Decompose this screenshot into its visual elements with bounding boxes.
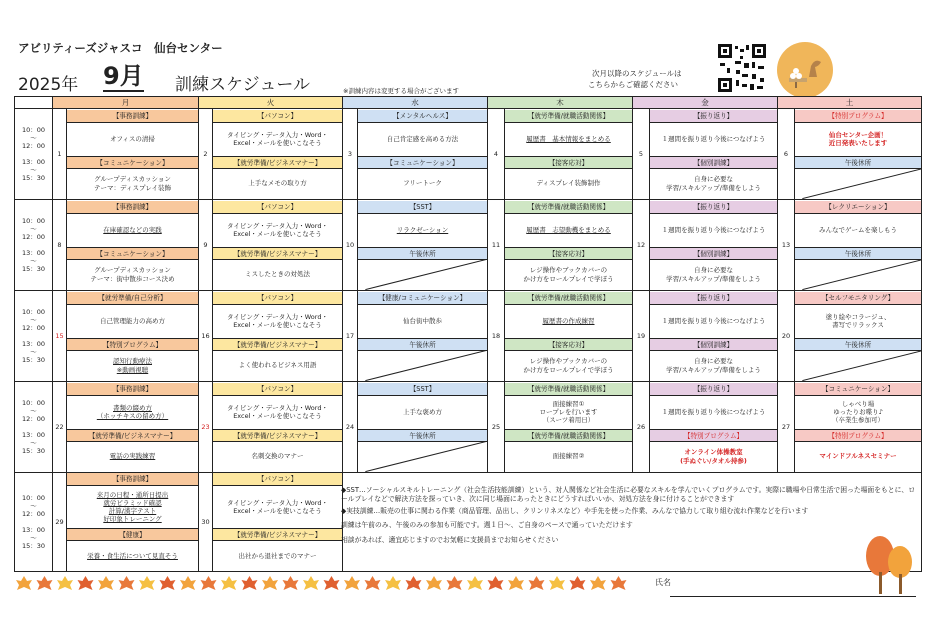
date-tue: 30: [199, 473, 213, 572]
time-am_start: 10：00: [21, 398, 46, 407]
am-category-label: 【セルフモニタリング】: [795, 292, 921, 305]
am-category-label: 【振り返り】: [650, 383, 777, 396]
date-tue: 16: [199, 291, 213, 382]
month-label: 9月: [103, 62, 144, 90]
am-activity-text: 履歴書 基本情報をまとめる: [526, 134, 611, 143]
day-header-thu: 木: [488, 97, 633, 109]
time-am_start: 10：00: [21, 493, 46, 502]
am-activity-text: 上手な褒め方: [403, 407, 442, 416]
day-cell: [213, 109, 343, 200]
org-name: アビリティーズジャスコ 仙台センター: [18, 41, 223, 55]
day-cell: [358, 291, 488, 382]
date-mon: 15: [53, 291, 67, 382]
leaf-icon: [78, 576, 94, 590]
am-category-label: 【就労準備/就職活動関係】: [505, 110, 632, 123]
time-pm_end: 15：30: [21, 174, 46, 183]
time-tilde: ～: [30, 406, 37, 415]
day-cell: [650, 109, 778, 200]
am-category-label: 【コミュニケーション】: [795, 383, 921, 396]
day-cell: [213, 382, 343, 473]
day-cell: [795, 200, 922, 291]
closed-slash: [358, 351, 487, 381]
day-cell: [795, 109, 922, 200]
pm-category-label: 午後休所: [795, 247, 921, 260]
leaf-icon: [406, 576, 422, 590]
am-category-label: 【就労準備/就職活動関係】: [505, 383, 632, 396]
am-category-label: 【就労準備/就職活動関係】: [505, 292, 632, 305]
date-sat: 13: [778, 200, 795, 291]
am-category-label: 【事務訓練】: [67, 473, 198, 486]
date-fri: 19: [633, 291, 650, 382]
am-activity-text: 自己肯定感を高める方法: [386, 134, 459, 143]
day-cell: [67, 291, 199, 382]
time-am_end: 12：00: [21, 232, 46, 241]
pm-activity-text: 出社から退社までのマナー: [238, 551, 317, 560]
pm-category-label: 【特別プログラム】: [67, 338, 198, 351]
pm-activity-text: よく使われるビジネス用語: [238, 361, 317, 370]
pm-activity-text: 名刺交換のマナー: [251, 452, 304, 461]
pm-activity-text: グループディスカッション テーマ：ディスプレイ装飾: [94, 175, 171, 192]
pm-activity-text: レジ操作やブックカバーの かけ方をロールプレイで学ぼう: [523, 357, 614, 374]
leaf-icon: [57, 576, 73, 590]
leaf-icon: [344, 576, 360, 590]
am-category-label: 【メンタルヘルス】: [358, 110, 487, 123]
time-am_end: 12：00: [21, 323, 46, 332]
date-sat: 27: [778, 382, 795, 473]
pm-category-label: 【コミュニケーション】: [67, 156, 198, 169]
week-row: [15, 109, 922, 200]
pm-category-label: 【就労準備/ビジネスマナー】: [67, 429, 198, 442]
note-practical: ◆実技訓練…販売の仕事に関わる作業（商品管理、品出し、クリンリネスなど）や手先を使った作業、みんなで協力して取り組む流れ作業などを行います: [341, 506, 809, 515]
leaf-icon: [365, 576, 381, 590]
am-activity-text: 履歴書 志望動機をまとめる: [526, 225, 611, 234]
am-category-label: 【振り返り】: [650, 110, 777, 123]
pm-activity-text: 上手なメモの取り方: [248, 179, 307, 188]
day-cell: [358, 382, 488, 473]
date-tue: 23: [199, 382, 213, 473]
time-column: [15, 200, 53, 291]
leaf-icon: [242, 576, 258, 590]
pm-category-label: 【就労準備/ビジネスマナー】: [213, 528, 342, 541]
time-pm_start: 13：00: [21, 431, 46, 439]
date-thu: 18: [488, 291, 505, 382]
am-category-label: 【振り返り】: [650, 201, 777, 214]
pm-category-label: 【接客応対】: [505, 156, 632, 169]
day-cell: [67, 382, 199, 473]
am-activity-text: みんなでゲームを楽しもう: [819, 225, 897, 234]
autumn-tree-icon: [858, 528, 918, 598]
time-tilde: ～: [30, 534, 37, 543]
day-cell: [67, 473, 199, 572]
closed-slash: [795, 169, 921, 199]
am-category-label: 【パソコン】: [213, 473, 342, 486]
week-row: [15, 291, 922, 382]
pm-activity-text: 自身に必要な 学習/スキルアップ/準備をしよう: [666, 357, 761, 374]
date-tue: 9: [199, 200, 213, 291]
am-activity-text: 履歴書の作成練習: [542, 316, 595, 325]
time-tilde: ～: [30, 315, 37, 324]
pm-category-label: 午後休所: [795, 338, 921, 351]
day-header-fri: 金: [633, 97, 778, 109]
am-activity-text: タイピング・データ入力・Word・ Excel・メールを使いこなそう: [227, 130, 328, 147]
time-pm_end: 15：30: [21, 356, 46, 365]
day-cell: [505, 382, 633, 473]
am-activity-text: 書類の綴め方 （ホッチキスの留め方）: [96, 403, 169, 420]
day-cell: [650, 200, 778, 291]
time-tilde: ～: [30, 501, 37, 510]
leaf-icon: [160, 576, 176, 590]
pm-activity-text: マインドフルネスセミナー: [819, 452, 897, 461]
pm-category-label: 午後休所: [795, 156, 921, 169]
am-category-label: 【健康/コミュニケーション】: [358, 292, 487, 305]
page-title: 訓練スケジュール: [175, 75, 310, 95]
am-category-label: 【SST】: [358, 383, 487, 396]
leaf-icon: [98, 576, 114, 590]
day-cell: [213, 291, 343, 382]
am-activity-text: タイピング・データ入力・Word・ Excel・メールを使いこなそう: [227, 312, 328, 329]
name-label: 氏名: [655, 578, 671, 587]
time-am_start: 10：00: [21, 125, 46, 134]
time-am_end: 12：00: [21, 141, 46, 150]
pm-category-label: 午後休所: [358, 429, 487, 442]
am-activity-text: タイピング・データ入力・Word・ Excel・メールを使いこなそう: [227, 403, 328, 420]
next-month-line1: 次月以降のスケジュールは: [592, 69, 682, 78]
am-activity-text: 仙台センター企画！ 近日発表いたします: [828, 130, 888, 147]
note-sst: ◆SST…ソーシャルスキルトレーニング（社会生活技能訓練）という、対人関係など社会生活に必要なスキルを学んでいくプログラムです。実際に職場や日常生活で困った場面をもとに、ロールプレイなどで解決方法を探っていき、次に同じ場面にあったときにどうすればいいか、対処方法を身に付けることができます: [341, 486, 915, 503]
am-activity-text: １週間を振り返り今後につなげよう: [661, 407, 766, 416]
leaf-icon: [180, 576, 196, 590]
leaf-icon: [488, 576, 504, 590]
leaf-icon: [324, 576, 340, 590]
am-category-label: 【パソコン】: [213, 201, 342, 214]
day-cell: [67, 200, 199, 291]
leaf-icon: [447, 576, 463, 590]
pm-activity-text: 認知行動療法 ※動画視聴: [113, 357, 152, 374]
leaf-icon: [426, 576, 442, 590]
leaf-icon: [201, 576, 217, 590]
day-header-sat: 土: [778, 97, 922, 109]
am-activity-text: １週間を振り返り今後につなげよう: [661, 316, 766, 325]
pm-category-label: 【接客応対】: [505, 247, 632, 260]
leaf-icon: [119, 576, 135, 590]
week-row: [15, 200, 922, 291]
change-note: ※訓練内容は変更する場合がございます: [343, 87, 459, 95]
am-category-label: 【事務訓練】: [67, 110, 198, 123]
am-category-label: 【事務訓練】: [67, 201, 198, 214]
day-header-wed: 水: [343, 97, 488, 109]
am-activity-text: 在庫確認などの実践: [103, 225, 162, 234]
note-attendance: 訓練は午前のみ、午後のみの参加も可能です。週１日～、ご自身のペースで通っていただけます: [341, 521, 633, 530]
leaf-icon: [467, 576, 483, 590]
date-sat: 6: [778, 109, 795, 200]
am-activity-text: タイピング・データ入力・Word・ Excel・メールを使いこなそう: [227, 221, 328, 238]
pm-activity-text: ミスしたときの対処法: [245, 270, 310, 279]
pm-category-label: 【接客応対】: [505, 338, 632, 351]
time-tilde: ～: [30, 224, 37, 233]
date-thu: 4: [488, 109, 505, 200]
leaf-icon: [508, 576, 524, 590]
am-activity-text: 仙台街中散歩: [403, 316, 442, 325]
leaf-icon: [262, 576, 278, 590]
day-cell: [795, 291, 922, 382]
pm-activity-text: 自身に必要な 学習/スキルアップ/準備をしよう: [666, 266, 761, 283]
date-wed: 3: [343, 109, 358, 200]
date-sat: 20: [778, 291, 795, 382]
leaf-icon: [385, 576, 401, 590]
pm-category-label: 午後休所: [358, 338, 487, 351]
date-thu: 25: [488, 382, 505, 473]
date-tue: 2: [199, 109, 213, 200]
time-tilde: ～: [30, 257, 37, 266]
pm-category-label: 【特別プログラム】: [795, 429, 921, 442]
leaf-icon: [590, 576, 606, 590]
leaf-icon: [221, 576, 237, 590]
time-am_start: 10：00: [21, 216, 46, 225]
date-fri: 12: [633, 200, 650, 291]
am-category-label: 【就労準備/就職活動関係】: [505, 201, 632, 214]
autumn-leaves-decoration: [16, 572, 636, 594]
time-column: [15, 382, 53, 473]
leaf-icon: [16, 576, 32, 590]
day-header-mon: 月: [53, 97, 199, 109]
date-fri: 5: [633, 109, 650, 200]
time-tilde: ～: [30, 439, 37, 448]
date-mon: 1: [53, 109, 67, 200]
name-field[interactable]: [670, 596, 916, 597]
pm-category-label: 【就労準備/ビジネスマナー】: [213, 156, 342, 169]
am-category-label: 【パソコン】: [213, 383, 342, 396]
pm-activity-text: フリートーク: [403, 179, 442, 188]
time-am_end: 12：00: [21, 414, 46, 423]
leaf-icon: [529, 576, 545, 590]
am-activity-text: しゃべり場 ゆったりお喋り♪ （卒業生参加可）: [832, 399, 884, 425]
am-category-label: 【パソコン】: [213, 292, 342, 305]
leaf-icon: [570, 576, 586, 590]
pm-category-label: 【就労準備/ビジネスマナー】: [213, 338, 342, 351]
pm-activity-text: ディスプレイ装飾制作: [536, 179, 601, 188]
leaf-icon: [611, 576, 627, 590]
am-activity-text: リラクゼーション: [396, 225, 449, 234]
closed-slash: [795, 260, 921, 290]
time-pm_end: 15：30: [21, 542, 46, 551]
day-header-tue: 火: [199, 97, 343, 109]
am-activity-text: １週間を振り返り今後につなげよう: [661, 225, 766, 234]
date-wed: 10: [343, 200, 358, 291]
am-category-label: 【特別プログラム】: [795, 110, 921, 123]
pm-activity-text: 自身に必要な 学習/スキルアップ/準備をしよう: [666, 175, 761, 192]
pm-category-label: 【健康】: [67, 528, 198, 541]
pm-category-label: 【個別訓練】: [650, 156, 777, 169]
day-cell: [213, 200, 343, 291]
leaf-icon: [549, 576, 565, 590]
day-cell: [358, 200, 488, 291]
pm-activity-text: オンライン体操教室 (手ぬぐい/タオル持参): [680, 448, 747, 465]
leaf-icon: [139, 576, 155, 590]
date-thu: 11: [488, 200, 505, 291]
year-label: 2025年: [18, 75, 79, 95]
leaf-icon: [303, 576, 319, 590]
pm-activity-text: レジ操作やブックカバーの かけ方をロールプレイで学ぼう: [523, 266, 614, 283]
pm-activity-text: 栄養・食生活について見直そう: [87, 551, 178, 560]
note-consult: 相談があれば、適宜応じますのでお気軽に支援員までお知らせください: [341, 536, 559, 545]
time-column: [15, 473, 53, 572]
am-activity-text: 面接練習① ロープレを行います （スーツ着用日）: [539, 399, 598, 425]
pm-category-label: 【特別プログラム】: [650, 429, 777, 442]
pm-activity-text: 電話の実践練習: [109, 452, 156, 461]
pm-category-label: 午後休所: [358, 247, 487, 260]
day-cell: [67, 109, 199, 200]
date-fri: 26: [633, 382, 650, 473]
date-wed: 24: [343, 382, 358, 473]
day-cell: [795, 382, 922, 473]
notes-panel: [341, 486, 919, 545]
time-pm_start: 13：00: [21, 340, 46, 348]
week-row: [15, 382, 922, 473]
time-pm_start: 13：00: [21, 158, 46, 166]
time-am_end: 12：00: [21, 509, 46, 518]
am-activity-text: 来月の日程・通所日提出 就労ピラミッド確認 計算/漢字テスト 好印象トレーニング: [96, 490, 169, 524]
am-category-label: 【レクリエーション】: [795, 201, 921, 214]
time-pm_end: 15：30: [21, 447, 46, 456]
time-tilde: ～: [30, 133, 37, 142]
time-tilde: ～: [30, 348, 37, 357]
day-cell: [213, 473, 343, 572]
day-cell: [505, 200, 633, 291]
pm-category-label: 【コミュニケーション】: [67, 247, 198, 260]
pm-category-label: 【個別訓練】: [650, 247, 777, 260]
am-activity-text: タイピング・データ入力・Word・ Excel・メールを使いこなそう: [227, 498, 328, 515]
time-pm_end: 15：30: [21, 265, 46, 274]
pm-category-label: 【コミュニケーション】: [358, 156, 487, 169]
am-category-label: 【就労準備/自己分析】: [67, 292, 198, 305]
day-cell: [505, 109, 633, 200]
pm-category-label: 【就労準備/就職活動関係】: [505, 429, 632, 442]
am-activity-text: オフィスの清掃: [110, 134, 155, 143]
pm-category-label: 【個別訓練】: [650, 338, 777, 351]
date-wed: 17: [343, 291, 358, 382]
leaf-icon: [37, 576, 53, 590]
am-category-label: 【事務訓練】: [67, 383, 198, 396]
time-tilde: ～: [30, 166, 37, 175]
am-category-label: 【振り返り】: [650, 292, 777, 305]
time-am_start: 10：00: [21, 307, 46, 316]
qr-code-icon[interactable]: [718, 44, 766, 92]
next-month-line2: こちらからご確認ください: [588, 80, 678, 89]
date-mon: 8: [53, 200, 67, 291]
autumn-moon-illustration-icon: [775, 40, 835, 100]
pm-activity-text: グループディスカッション テーマ：街中散歩コース決め: [90, 266, 175, 283]
time-column: [15, 109, 53, 200]
am-category-label: 【SST】: [358, 201, 487, 214]
closed-slash: [358, 442, 487, 472]
pm-category-label: 【就労準備/ビジネスマナー】: [213, 247, 342, 260]
time-pm_start: 13：00: [21, 249, 46, 257]
date-mon: 29: [53, 473, 67, 572]
day-cell: [358, 109, 488, 200]
day-cell: [650, 382, 778, 473]
pm-category-label: 【就労準備/ビジネスマナー】: [213, 429, 342, 442]
time-pm_start: 13：00: [21, 526, 46, 534]
day-header-row: [15, 97, 922, 109]
am-activity-text: 塗り絵やコラージュ、 書写でリラックス: [825, 312, 891, 329]
closed-slash: [358, 260, 487, 290]
am-activity-text: 自己管理能力の高め方: [100, 316, 165, 325]
closed-slash: [795, 351, 921, 381]
leaf-icon: [283, 576, 299, 590]
day-cell: [650, 291, 778, 382]
am-category-label: 【パソコン】: [213, 110, 342, 123]
time-column: [15, 291, 53, 382]
date-mon: 22: [53, 382, 67, 473]
am-activity-text: １週間を振り返り今後につなげよう: [661, 134, 766, 143]
day-cell: [505, 291, 633, 382]
pm-activity-text: 面接練習②: [552, 452, 585, 461]
